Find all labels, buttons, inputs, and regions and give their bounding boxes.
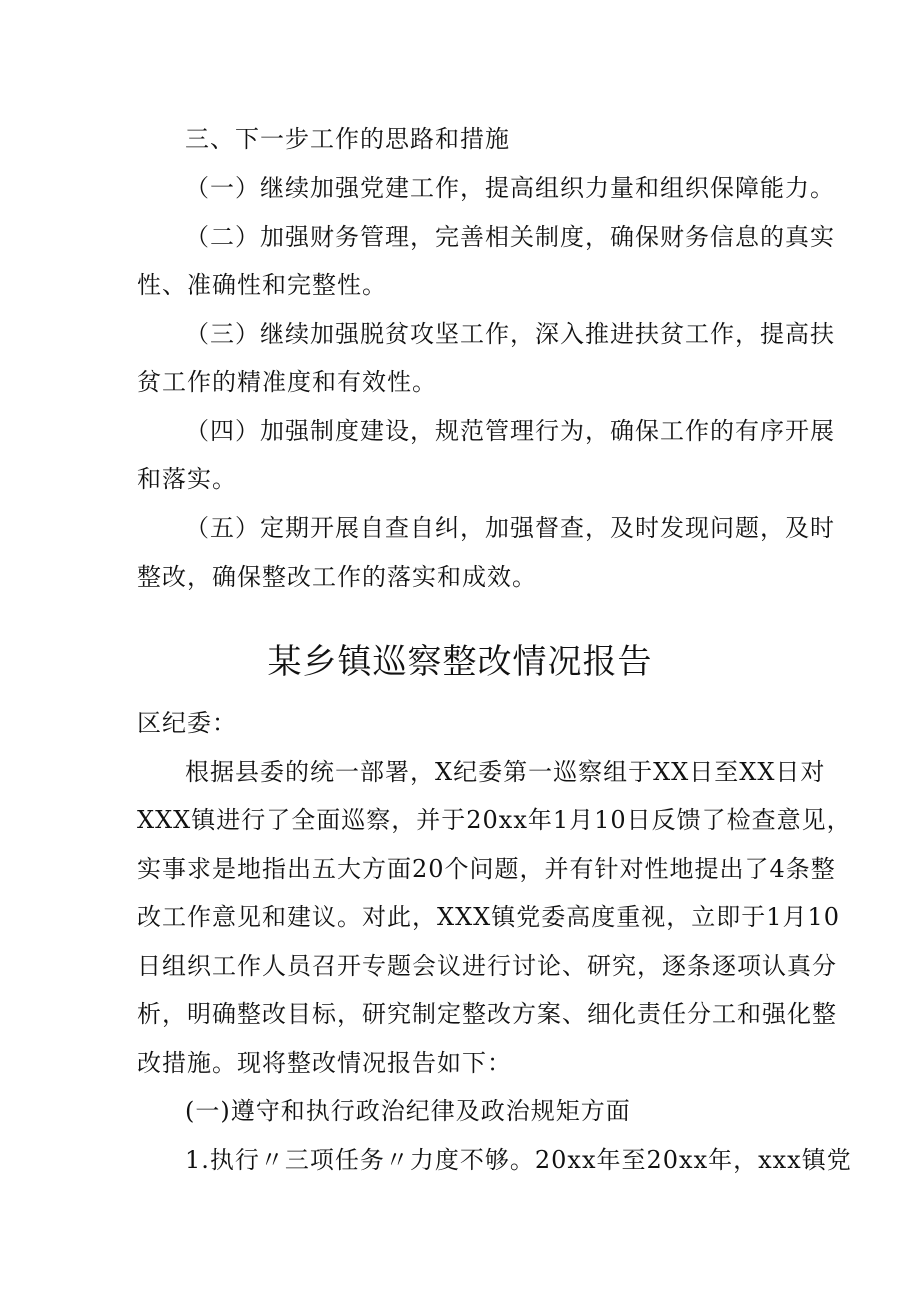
salutation: 区纪委： <box>137 709 237 737</box>
report-title: 某乡镇巡察整改情况报告 <box>267 642 653 682</box>
paragraph-line: （四）加强制度建设，规范管理行为，确保工作的有序开展 <box>185 417 835 445</box>
paragraph-line: 整改，确保整改工作的落实和成效。 <box>137 563 537 591</box>
paragraph-line: （三）继续加强脱贫攻坚工作，深入推进扶贫工作，提高扶 <box>185 320 835 348</box>
item-line: 1.执行〃三项任务〃力度不够。20xx年至20xx年，xxx镇党 <box>185 1146 852 1174</box>
paragraph-line: （二）加强财务管理，完善相关制度，确保财务信息的真实 <box>185 223 835 251</box>
paragraph-line: 性、准确性和完整性。 <box>137 271 387 299</box>
body-line: 实事求是地指出五大方面20个问题，并有针对性地提出了4条整 <box>137 855 836 883</box>
body-line: 析，明确整改目标，研究制定整改方案、细化责任分工和强化整 <box>137 1000 837 1028</box>
subheading: (一)遵守和执行政治纪律及政治规矩方面 <box>185 1097 631 1125</box>
body-line: XXX镇进行了全面巡察，并于20xx年1月10日反馈了检查意见， <box>137 806 852 834</box>
paragraph-line: 贫工作的精准度和有效性。 <box>137 368 437 396</box>
body-line: 根据县委的统一部署，X纪委第一巡察组于XX日至XX日对 <box>185 758 826 786</box>
paragraph-line: （一）继续加强党建工作，提高组织力量和组织保障能力。 <box>185 174 835 202</box>
body-line: 改措施。现将整改情况报告如下： <box>137 1049 512 1077</box>
body-line: 日组织工作人员召开专题会议进行讨论、研究，逐条逐项认真分 <box>137 952 837 980</box>
body-line: 改工作意见和建议。对此，XXX镇党委高度重视，立即于1月10 <box>137 903 841 931</box>
paragraph-line: 和落实。 <box>137 465 237 493</box>
paragraph-line: （五）定期开展自查自纠，加强督查，及时发现问题，及时 <box>185 514 835 542</box>
section-heading: 三、下一步工作的思路和措施 <box>185 125 510 153</box>
